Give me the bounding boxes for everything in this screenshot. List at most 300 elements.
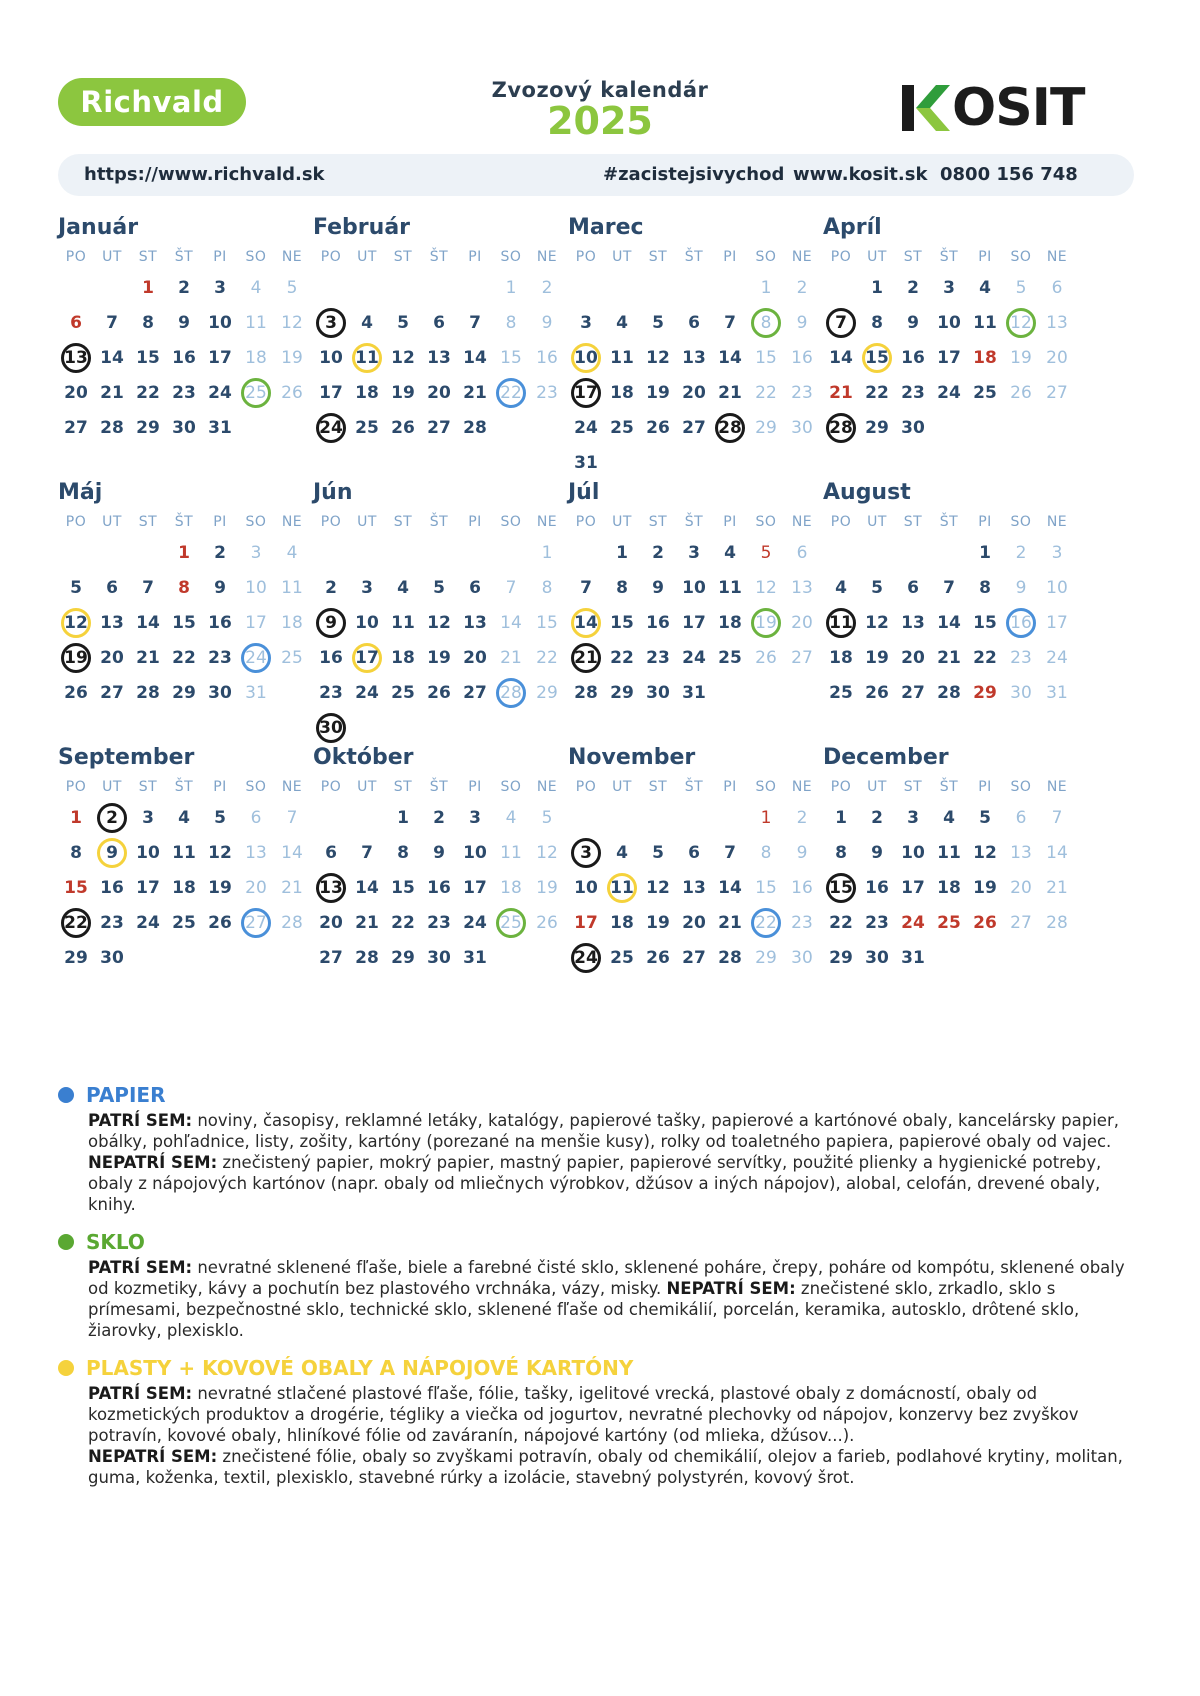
month-5 [313,477,575,745]
weekday-label: PO [320,514,342,530]
day-cell: 30 [208,682,232,703]
day-cell: 12 [391,347,415,368]
not-belongs-label: NEPATRÍ SEM: [88,1447,218,1466]
day-cell: 4 [835,577,847,598]
day-cell: 7 [580,577,592,598]
collection-ring-blue: 22 [751,908,781,938]
day-cell: 15 [391,877,415,898]
empty-cell [568,270,604,305]
empty-cell [349,800,385,835]
day-cell: 15 [136,347,160,368]
day-cell: 5 [397,312,409,333]
weekday-label: NE [791,249,813,265]
day-cell: 4 [724,542,736,563]
day-cell: 1 [979,542,991,563]
day-cell [493,375,529,410]
month-name: Marec [568,215,644,240]
day-cell: 14 [718,877,742,898]
day-cell: 11 [391,612,415,633]
kosit-k-icon [902,85,950,131]
day-cell: 25 [391,682,415,703]
empty-cell [94,270,130,305]
day-cell: 7 [1051,807,1063,828]
day-cell: 25 [281,647,303,668]
weekday-label: SO [500,514,522,530]
day-cell: 4 [361,312,373,333]
collection-ring-yellow: 11 [352,343,382,373]
day-cell: 24 [574,417,598,438]
day-cell: 4 [250,277,262,298]
empty-cell [859,535,895,570]
weekday-label: ST [138,249,158,265]
day-cell: 26 [281,382,303,403]
day-grid [823,270,1085,445]
weekday-label: NE [281,514,303,530]
weekday-label: SO [500,779,522,795]
day-cell: 29 [536,682,558,703]
day-cell: 31 [463,947,487,968]
collection-ring-black: 30 [316,713,346,743]
weekday-header [58,509,320,535]
day-cell: 10 [682,577,706,598]
legend-category [58,1080,1138,1215]
weekday-label: PI [978,779,992,795]
day-cell [568,605,604,640]
day-cell: 20 [245,877,267,898]
municipality-website-link[interactable]: https://www.richvald.sk [84,164,325,185]
not-belongs-text: znečistené fólie, obaly so zvyškami potravín, obaly od chemikálií, olejov a farieb, podlahové krytiny, molitan, guma, koženka, textil, plexisklo, stavebné rúrky a izolácie, stavebný polystyrén, kovový šrot. [88,1447,1123,1487]
day-cell: 21 [718,912,742,933]
day-cell: 31 [245,682,267,703]
collection-ring-black: 15 [826,873,856,903]
weekday-label: NE [1046,249,1068,265]
day-cell [238,375,274,410]
day-cell: 12 [755,577,777,598]
empty-cell [604,270,640,305]
day-cell: 24 [136,912,160,933]
weekday-label: PO [830,249,852,265]
weekday-label: ŠT [939,779,959,795]
day-cell: 29 [973,682,997,703]
day-cell [238,640,274,675]
day-cell: 28 [718,947,742,968]
weekday-label: PI [723,779,737,795]
day-cell: 26 [755,647,777,668]
logo-text: OSIT [952,78,1085,138]
collection-ring-yellow: 15 [862,343,892,373]
day-grid [568,270,830,480]
day-cell: 3 [361,577,373,598]
day-cell: 28 [281,912,303,933]
day-cell: 3 [214,277,226,298]
day-grid [313,800,575,975]
day-cell: 10 [319,347,343,368]
day-cell: 6 [1051,277,1063,298]
day-cell: 6 [433,312,445,333]
weekday-label: ST [393,779,413,795]
weekday-label: ŠT [429,514,449,530]
day-cell: 5 [214,807,226,828]
day-cell [1003,305,1039,340]
day-cell: 19 [536,877,558,898]
collection-ring-yellow: 17 [352,643,382,673]
day-cell: 4 [616,842,628,863]
day-cell: 18 [973,347,997,368]
day-cell: 5 [652,842,664,863]
day-cell: 29 [755,947,777,968]
waste-legend [58,1080,1138,1500]
day-grid [823,535,1085,710]
day-cell: 7 [286,807,298,828]
day-cell: 29 [755,417,777,438]
day-cell: 13 [791,577,813,598]
day-cell [313,870,349,905]
day-cell: 1 [178,542,190,563]
day-cell: 22 [973,647,997,668]
day-cell: 20 [682,912,706,933]
empty-cell [349,535,385,570]
day-cell: 31 [682,682,706,703]
day-cell: 18 [245,347,267,368]
day-cell: 26 [391,417,415,438]
weekday-label: ŠT [174,249,194,265]
day-cell: 6 [106,577,118,598]
month-name: December [823,745,949,770]
day-cell: 12 [865,612,889,633]
empty-cell [493,535,529,570]
weekday-label: PO [65,514,87,530]
day-cell: 20 [791,612,813,633]
day-cell: 2 [652,542,664,563]
empty-cell [676,800,712,835]
weekday-label: PI [468,249,482,265]
collection-ring-black: 24 [571,943,601,973]
empty-cell [931,535,967,570]
day-cell: 9 [433,842,445,863]
day-cell: 18 [172,877,196,898]
day-cell: 12 [973,842,997,863]
weekday-label: ST [648,514,668,530]
day-grid [568,800,830,975]
calendar-year: 2025 [547,99,653,143]
weekday-label: UT [612,249,632,265]
day-cell: 30 [646,682,670,703]
day-cell: 13 [682,347,706,368]
day-cell: 27 [64,417,88,438]
legend-category [58,1227,1138,1341]
belongs-label: PATRÍ SEM: [88,1258,193,1277]
category-name: SKLO [86,1230,145,1254]
day-cell: 14 [355,877,379,898]
day-cell: 6 [70,312,82,333]
day-cell [313,410,349,445]
day-cell: 6 [796,542,808,563]
kosit-website-link[interactable]: www.kosit.sk [793,164,928,185]
month-name: Február [313,215,411,240]
day-cell: 1 [760,807,772,828]
day-cell: 7 [106,312,118,333]
day-cell: 10 [1046,577,1068,598]
month-4 [58,477,320,710]
collection-ring-green: 25 [241,378,271,408]
weekday-label: ŠT [684,514,704,530]
day-cell: 23 [865,912,889,933]
weekday-label: NE [791,779,813,795]
weekday-label: PO [575,249,597,265]
phone-number: 0800 156 748 [940,164,1078,185]
empty-cell [58,535,94,570]
day-cell: 9 [1015,577,1027,598]
day-cell: 19 [646,912,670,933]
day-cell: 19 [208,877,232,898]
day-cell: 1 [616,542,628,563]
empty-cell [94,535,130,570]
day-cell: 28 [136,682,160,703]
day-cell: 17 [1046,612,1068,633]
day-cell: 30 [172,417,196,438]
collection-ring-yellow: 9 [97,838,127,868]
weekday-label: ŠT [684,779,704,795]
day-grid [58,535,320,710]
weekday-label: SO [755,514,777,530]
day-cell: 9 [541,312,553,333]
day-cell: 17 [682,612,706,633]
weekday-label: ST [393,514,413,530]
not-belongs-label: NEPATRÍ SEM: [666,1279,796,1298]
day-cell: 14 [829,347,853,368]
day-cell: 14 [500,612,522,633]
weekday-label: SO [245,249,267,265]
day-cell [823,870,859,905]
month-1 [313,212,575,445]
day-cell: 20 [427,382,451,403]
weekday-label: UT [867,779,887,795]
day-cell: 4 [979,277,991,298]
day-cell: 7 [469,312,481,333]
day-cell: 12 [646,347,670,368]
month-name: Máj [58,480,103,505]
day-cell: 6 [250,807,262,828]
day-cell: 20 [100,647,124,668]
day-cell: 24 [937,382,961,403]
empty-cell [385,535,421,570]
day-cell: 7 [505,577,517,598]
day-cell: 3 [907,807,919,828]
day-cell [823,410,859,445]
day-cell: 26 [64,682,88,703]
day-cell: 17 [574,912,598,933]
day-cell: 29 [610,682,634,703]
day-cell: 19 [281,347,303,368]
weekday-label: ST [138,514,158,530]
day-cell: 17 [136,877,160,898]
day-cell: 20 [682,382,706,403]
empty-cell [457,270,493,305]
day-cell: 13 [427,347,451,368]
day-grid [58,270,320,445]
day-cell: 27 [1010,912,1032,933]
day-cell: 21 [281,877,303,898]
day-cell: 11 [500,842,522,863]
weekday-label: SO [1010,514,1032,530]
day-cell: 30 [1010,682,1032,703]
weekday-label: UT [612,779,632,795]
month-name: Jún [313,480,353,505]
day-cell: 23 [208,647,232,668]
month-2 [568,212,830,480]
day-cell: 27 [1046,382,1068,403]
day-cell: 8 [505,312,517,333]
day-cell: 2 [907,277,919,298]
weekday-label: UT [102,779,122,795]
day-cell: 24 [901,912,925,933]
day-cell: 5 [871,577,883,598]
day-cell: 17 [245,612,267,633]
day-cell [604,870,640,905]
weekday-label: NE [1046,514,1068,530]
day-cell: 31 [208,417,232,438]
collection-ring-black: 19 [61,643,91,673]
day-cell: 23 [172,382,196,403]
calendar-title: Zvozový kalendár [491,78,709,102]
category-title [58,1080,1138,1110]
day-cell: 1 [871,277,883,298]
weekday-label: PO [830,779,852,795]
day-cell: 20 [901,647,925,668]
day-cell: 27 [463,682,487,703]
day-cell: 14 [937,612,961,633]
weekday-header [313,244,575,270]
weekday-header [823,774,1085,800]
empty-cell [130,535,166,570]
day-grid [313,535,575,745]
weekday-label: ST [903,514,923,530]
collection-ring-black: 17 [571,378,601,408]
day-cell: 27 [319,947,343,968]
day-cell: 2 [433,807,445,828]
empty-cell [676,270,712,305]
weekday-label: ŠT [429,249,449,265]
weekday-label: ŠT [684,249,704,265]
weekday-label: PO [320,249,342,265]
day-cell: 16 [100,877,124,898]
day-cell: 5 [652,312,664,333]
day-cell: 23 [319,682,343,703]
day-cell: 1 [760,277,772,298]
empty-cell [823,270,859,305]
weekday-label: PI [723,514,737,530]
month-name: August [823,480,911,505]
day-cell: 7 [943,577,955,598]
day-cell: 13 [682,877,706,898]
day-cell: 2 [796,807,808,828]
month-name: Január [58,215,139,240]
month-name: November [568,745,696,770]
category-name: PLASTY + KOVOVÉ OBALY A NÁPOJOVÉ KARTÓNY [86,1356,634,1380]
day-cell: 3 [580,312,592,333]
day-cell: 5 [760,542,772,563]
day-cell: 14 [136,612,160,633]
day-cell [238,905,274,940]
day-cell: 1 [70,807,82,828]
day-cell [568,640,604,675]
collection-ring-blue: 22 [496,378,526,408]
day-cell: 9 [652,577,664,598]
day-cell: 25 [172,912,196,933]
month-name: Október [313,745,414,770]
day-cell: 15 [536,612,558,633]
weekday-label: ST [903,249,923,265]
weekday-label: NE [1046,779,1068,795]
collection-ring-green: 8 [751,308,781,338]
collection-ring-black: 24 [316,413,346,443]
day-cell: 21 [937,647,961,668]
day-cell [1003,605,1039,640]
day-cell: 8 [760,842,772,863]
weekday-header [568,244,830,270]
day-cell: 31 [574,452,598,473]
empty-cell [421,535,457,570]
weekday-label: PO [830,514,852,530]
month-9 [313,742,575,975]
collection-ring-black: 3 [316,308,346,338]
day-cell: 18 [391,647,415,668]
empty-cell [895,535,931,570]
collection-ring-green: 12 [1006,308,1036,338]
belongs-label: PATRÍ SEM: [88,1111,193,1130]
day-cell: 9 [871,842,883,863]
day-cell: 16 [865,877,889,898]
weekday-label: SO [755,249,777,265]
weekday-label: SO [1010,249,1032,265]
day-cell: 30 [791,947,813,968]
empty-cell [604,800,640,835]
collection-ring-black: 13 [61,343,91,373]
day-cell: 8 [178,577,190,598]
day-cell: 8 [70,842,82,863]
day-cell: 2 [214,542,226,563]
day-cell: 12 [208,842,232,863]
weekday-label: SO [245,779,267,795]
day-cell: 17 [208,347,232,368]
month-0 [58,212,320,445]
day-cell: 8 [142,312,154,333]
day-cell: 27 [791,647,813,668]
day-cell: 6 [907,577,919,598]
collection-ring-black: 22 [61,908,91,938]
category-description [88,1383,1138,1488]
day-cell: 3 [943,277,955,298]
day-cell: 16 [901,347,925,368]
day-cell [568,375,604,410]
day-cell: 4 [397,577,409,598]
empty-cell [421,270,457,305]
day-cell: 8 [871,312,883,333]
day-cell: 23 [791,912,813,933]
weekday-label: ST [648,779,668,795]
day-cell: 15 [64,877,88,898]
day-cell: 18 [355,382,379,403]
weekday-label: SO [500,249,522,265]
day-cell: 13 [901,612,925,633]
empty-cell [313,270,349,305]
day-cell: 9 [178,312,190,333]
day-cell: 20 [1010,877,1032,898]
day-cell: 22 [829,912,853,933]
day-cell: 28 [100,417,124,438]
day-cell: 15 [172,612,196,633]
category-title [58,1227,1138,1257]
